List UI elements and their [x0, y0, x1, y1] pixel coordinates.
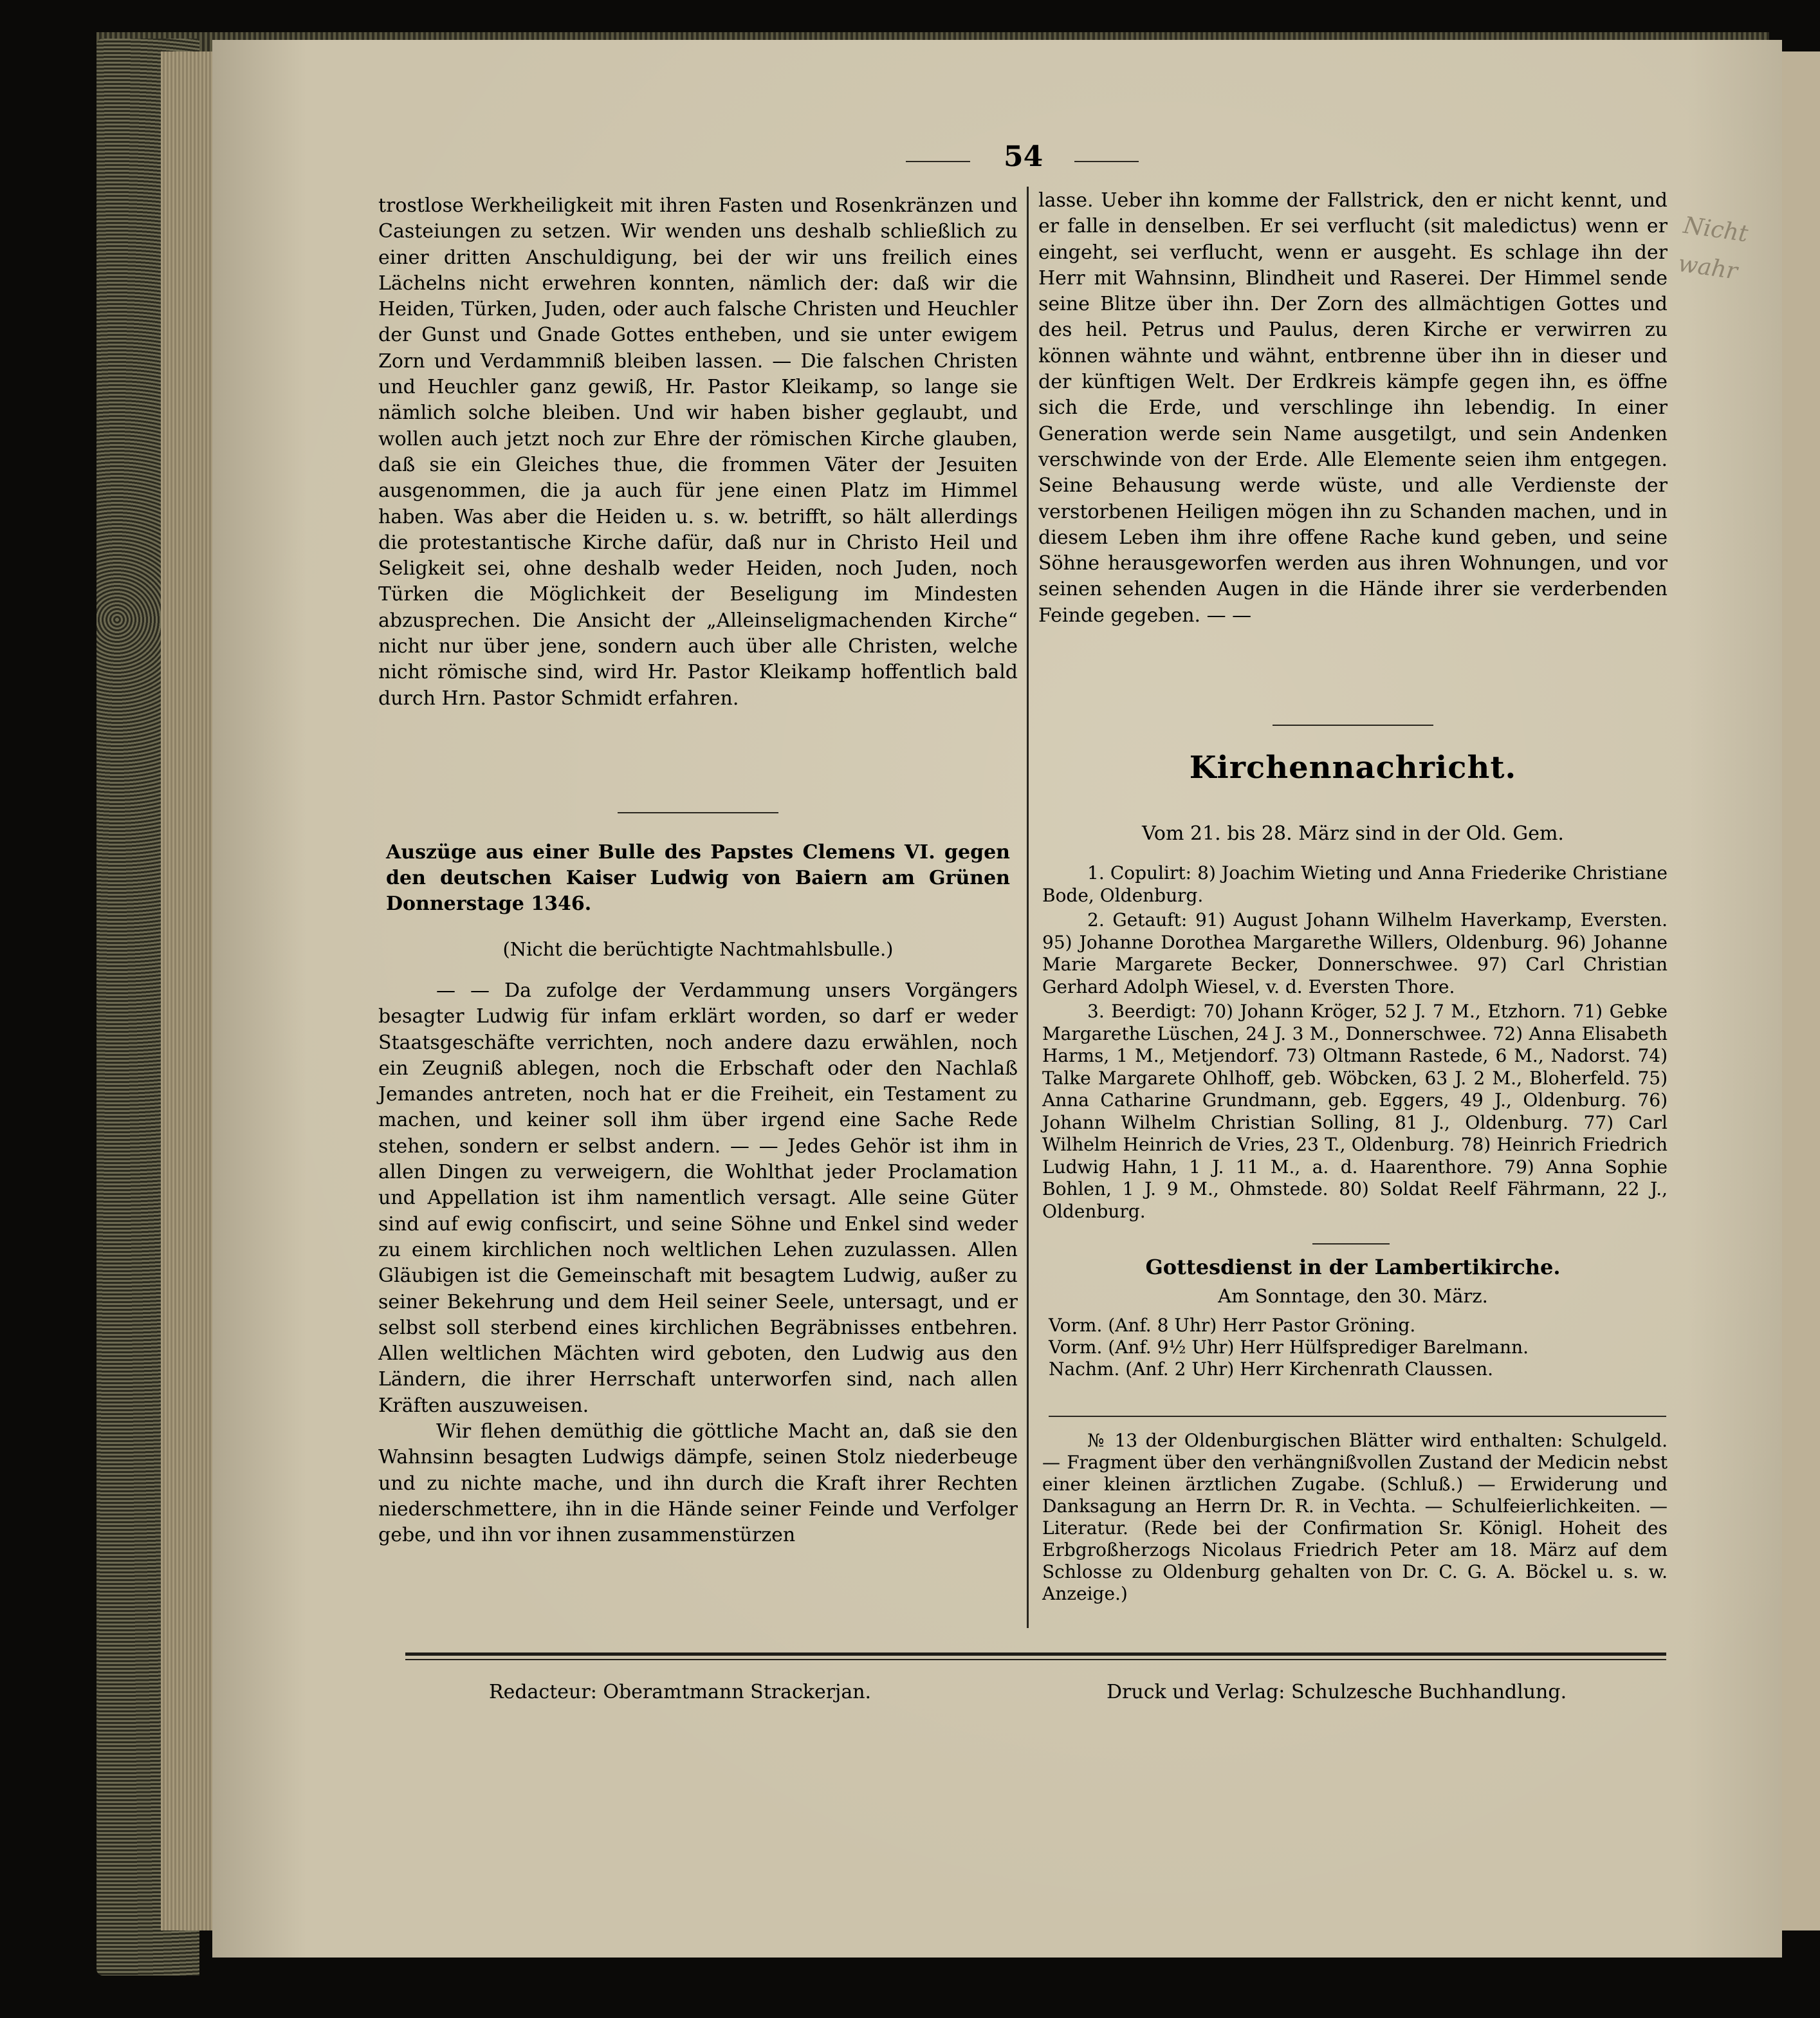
next-issue-notice: № 13 der Oldenburgischen Blätter wird enthalten: Schulgeld. — Fragment über den verhängnißvollen Zustand der Medicin nebst einer kleinen ärztlichen Zugabe. (Schluß.) — Erwiderung und Danksagung an Herrn Dr. R. in Vechta. — Schulfeierlichkeiten. — Literatur. (Rede bei der Confirmation Sr. Königl. Hoheit des Erbgroßherzogs Nicolaus Friedrich Peter am 18. März auf dem Schlosse zu Oldenburg gehalten von Dr. C. G. A. Böckel u. s. w. Anzeige.)	[1042, 1430, 1668, 1604]
handwritten-marginalia: Nicht wahr	[1676, 212, 1750, 285]
next-page-edge	[1776, 51, 1820, 1930]
gottesdienst-date: Am Sonntage, den 30. März.	[1218, 1285, 1488, 1307]
getauft-entry: 2. Getauft: 91) August Johann Wilhelm Haverkamp, Eversten. 95) Johanne Dorothea Margarethe Willers, Oldenburg. 96) Johanne Marie Margarete Becker, Donnerschwee. 97) Carl Christian Gerhard Adolph Wiesel, v. d. Eversten Thore.	[1042, 909, 1668, 997]
page-number-rule-left	[906, 161, 970, 162]
footer-printer: Druck und Verlag: Schulzesche Buchhandlung.	[1107, 1681, 1567, 1703]
gottesdienst-title: Gottesdienst in der Lambertikirche.	[1145, 1255, 1561, 1279]
footer-rule	[405, 1652, 1666, 1656]
section-divider	[618, 812, 778, 813]
show-through-bleed	[1042, 650, 1660, 727]
page-number: 54	[1004, 140, 1043, 173]
bulle-text	[378, 978, 1018, 1549]
footer-editor: Redacteur: Oberamtmann Strackerjan.	[489, 1681, 872, 1703]
section-divider	[1312, 1243, 1390, 1245]
bulle-paragraph: — — Da zufolge der Verdammung unsers Vorgängers besagter Ludwig für infam erklärt worden, so darf er weder Staatsgeschäfte verrichten, noch andere dazu erwählen, noch ein Zeugniß ablegen, noch die Erbschaft oder den Nachlaß Jemandes antreten, noch hat er die Freiheit, ein Testament zu machen, und keiner soll ihm über irgend eine Sache Rede stehen, sondern er selbst andern. — — Jedes Gehör ist ihm in allen Dingen zu verweigern, die Wohlthat jeder Proclamation und Appellation ist ihm namentlich versagt. Alle seine Güter sind auf ewig confiscirt, und seine Söhne und Enkel sind weder zu einem kirchlichen noch weltlichen Lehen zuzulassen. Allen Gläubigen ist die Gemeinschaft mit besagtem Ludwig, außer zu seiner Bekehrung und dem Heil seiner Seele, untersagt, und er selbst soll sterbend eines kirchlichen Begräbnisses entbehren. Allen weltlichen Mächten wird geboten, den Ludwig aus den Ländern, die ihrer Herrschaft unterworfen sind, nach allen Kräften auszuweisen.	[378, 979, 1018, 1417]
service-item: Vorm. (Anf. 8 Uhr) Herr Pastor Gröning.	[1049, 1315, 1416, 1336]
section-divider	[1273, 725, 1433, 726]
copulirt-entry: 1. Copulirt: 8) Joachim Wieting und Anna Friederike Christiane Bode, Oldenburg.	[1042, 862, 1668, 906]
bulle-heading: Auszüge aus einer Bulle des Papstes Clemens VI. gegen den deutschen Kaiser Ludwig von Baiern am Grünen Donnerstage 1346.	[386, 841, 1010, 915]
page-number-rule-right	[1074, 161, 1139, 162]
right-column	[1038, 188, 1668, 629]
section-divider	[1049, 1416, 1666, 1417]
bulle-paragraph: Wir flehen demüthig die göttliche Macht an, daß sie den Wahnsinn besagten Ludwigs dämpfe, seinen Stolz niederbeuge und zu nichte mache, und ihn durch die Kraft ihrer Rechten niederschmettere, ihn in die Hände seiner Feinde und Verfolger gebe, und ihn vor ihnen zusammenstürzen	[378, 1420, 1018, 1547]
bulle-continuation: lasse. Ueber ihn komme der Fallstrick, den er nicht kennt, und er falle in denselben. Er sei verflucht (sit maledictus) wenn er eingeht, sei verflucht, wenn er ausgeht. Es schlage ihn der Herr mit Wahnsinn, Blindheit und Raserei. Der Himmel sende seine Blitze über ihn. Der Zorn des allmächtigen Gottes und des heil. Petrus und Paulus, deren Kirche er verwirren zu können wähnte und wähnt, entbrenne über ihn in dieser und der künftigen Welt. Der Erdkreis kämpfe gegen ihn, es öffne sich die Erde, und verschlinge ihn lebendig. In einer Generation werde sein Name ausgetilgt, und sein Andenken verschwinde von der Erde. Alle Elemente seien ihm entgegen. Seine Behausung werde wüste, und alle Verdienste der verstorbenen Heiligen mögen ihn zu Schanden machen, und in diesem Leben ihm ihre offene Rache kund geben, und seine Söhne herausgeworfen werden aus ihren Wohnungen, und vor seinen sehenden Augen in die Hände ihrer sie verderbenden Feinde gegeben. — —	[1038, 189, 1668, 627]
footer-rule	[405, 1659, 1666, 1660]
service-item: Vorm. (Anf. 9½ Uhr) Herr Hülfsprediger Barelmann.	[1049, 1337, 1529, 1358]
service-item: Nachm. (Anf. 2 Uhr) Herr Kirchenrath Claussen.	[1049, 1358, 1494, 1380]
left-column	[378, 193, 1018, 712]
kirchennachricht-title: Kirchennachricht.	[1189, 750, 1517, 786]
article-paragraph: trostlose Werkheiligkeit mit ihren Fasten und Rosenkränzen und Casteiungen zu setzen. Wir wenden uns deshalb schließlich zu einer dritten Anschuldigung, bei der wir uns freilich eines Lächelns nicht erwehren konnten, nämlich der: daß wir die Heiden, Türken, Juden, oder auch falsche Christen und Heuchler der Gunst und Gnade Gottes entheben, und sie unter ewigem Zorn und Verdammniß bleiben lassen. — Die falschen Christen und Heuchler ganz gewiß, Hr. Pastor Kleikamp, so lange sie nämlich solche bleiben. Und wir haben bisher geglaubt, und wollen auch jetzt noch zur Ehre der römischen Kirche glauben, daß sie ein Gleiches thue, die frommen Väter der Jesuiten ausgenommen, die ja auch für jene einen Platz im Himmel haben. Was aber die Heiden u. s. w. betrifft, so hält allerdings die protestantische Kirche dafür, daß nur in Christo Heil und Seligkeit sei, ohne deshalb weder Heiden, noch Juden, noch Türken die Möglichkeit der Beseligung im Mindesten abzusprechen. Die Ansicht der „Alleinseligmachenden Kirche“ nicht nur über jene, sondern auch über alle Christen, welche nicht römische sind, wird Hr. Pastor Kleikamp hoffentlich bald durch Hrn. Pastor Schmidt erfahren.	[378, 194, 1018, 710]
bulle-note: (Nicht die berüchtigte Nachtmahlsbulle.)	[502, 938, 894, 960]
kirchennachricht-period: Vom 21. bis 28. März sind in der Old. Gem.	[1142, 822, 1564, 845]
beerdigt-entry: 3. Beerdigt: 70) Johann Kröger, 52 J. 7 M., Etzhorn. 71) Gebke Margarethe Lüschen, 24 J. 3 M., Donnerschwee. 72) Anna Elisabeth Harms, 1 M., Metjendorf. 73) Oltmann Rastede, 6 M., Nadorst. 74) Talke Margarete Ohlhoff, geb. Wöbcken, 63 J. 2 M., Bloherfeld. 75) Anna Catharine Grundmann, geb. Eggers, 49 J., Oldenburg. 76) Johann Wilhelm Christian Solling, 81 J., Oldenburg. 77) Carl Wilhelm Heinrich de Vries, 23 T., Oldenburg. 78) Heinrich Friedrich Ludwig Hahn, 1 J. 11 M., a. d. Haarenthore. 79) Anna Sophie Bohlen, 1 J. 9 M., Ohmstede. 80) Soldat Reelf Fährmann, 22 J., Oldenburg.	[1042, 1001, 1668, 1222]
kirchennachricht-list	[1042, 862, 1668, 1225]
service-list	[1049, 1315, 1666, 1380]
column-divider	[1027, 187, 1029, 1628]
